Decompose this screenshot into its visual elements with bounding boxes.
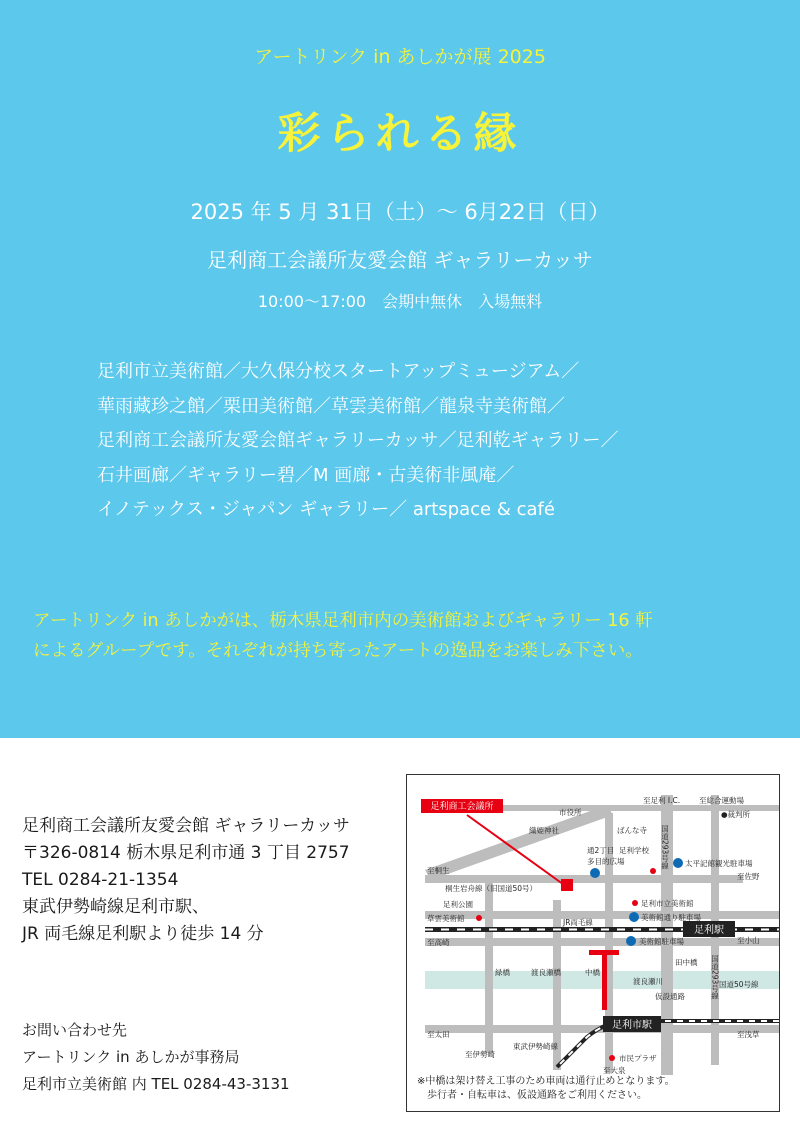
inquiry-heading: お問い合わせ先: [22, 1021, 128, 1039]
venue-access: 東武伊勢崎線足利市駅、: [22, 897, 209, 917]
map-label: 織姫神社: [529, 826, 559, 835]
venue-name: 足利商工会議所友愛会館 ギャラリーカッサ: [22, 816, 350, 836]
map-label: 東武伊勢崎線: [513, 1042, 558, 1051]
map-label: 至伊勢崎: [465, 1050, 495, 1059]
about-line: アートリンク in あしかがは、栃木県足利市内の美術館およびギャラリー 16 軒: [33, 611, 653, 631]
venue-phone: TEL 0284-21-1354: [22, 870, 179, 890]
map-label: 足利市立美術館: [641, 899, 694, 908]
member-line: 華雨藏珍之館／栗田美術館／草雲美術館／龍泉寺美術館／: [97, 395, 565, 417]
map-label: 渡良瀬川: [633, 977, 663, 986]
about-line: によるグループです。それぞれが持ち寄ったアートの逸品をお楽しみ下さい。: [33, 641, 643, 661]
chamber-marker: [561, 879, 573, 891]
map-label: ●裁判所: [721, 810, 751, 819]
access-map: [406, 774, 780, 1112]
member-list: [97, 355, 737, 528]
member-line: 石井画廊／ギャラリー碧／M 画廊・古美術非風庵／: [97, 464, 515, 486]
map-label: ばんな寺: [617, 826, 647, 835]
member-line: 足利商工会議所友愛会館ギャラリーカッサ／足利乾ギャラリー／: [97, 430, 619, 451]
map-label: 至桐生: [427, 866, 450, 875]
exhibition-hours: 10:00～17:00 会期中無休 入場無料: [257, 292, 543, 311]
map-label: 美術館通り駐車場: [641, 913, 701, 922]
map-label: 至大泉: [603, 1066, 626, 1075]
about-text: [33, 606, 793, 666]
map-label: 足利公園: [443, 900, 473, 909]
map-label: 至総合運動場: [699, 796, 744, 805]
map-label: JR両毛線: [563, 918, 593, 927]
ashikaga-station-label: 足利駅: [694, 925, 724, 936]
ashikagashi-station-label: 足利市駅: [612, 1020, 652, 1031]
map-note-line: 歩行者・自転車は、仮設通路をご利用ください。: [417, 1090, 647, 1101]
map-label: 足利学校: [619, 846, 649, 855]
map-label: 至小山: [737, 936, 760, 945]
map-label: 桐生岩舟線（旧国道50号）: [445, 884, 538, 893]
map-label: 至高崎: [427, 938, 450, 947]
map-label: 仮設通路: [655, 992, 685, 1001]
map-label: 至浅草: [737, 1030, 760, 1039]
map-label: 至佐野: [737, 872, 760, 881]
exhibition-venue: 足利商工会議所友愛会館 ギャラリーカッサ: [207, 248, 593, 272]
map-label: 美術館駐車場: [639, 937, 684, 946]
map-note: [417, 1075, 675, 1103]
map-label: 中橋: [585, 968, 600, 977]
map-label: 至太田: [427, 1030, 450, 1039]
map-label: 太平記館観光駐車場: [685, 859, 753, 868]
chamber-label: 足利商工会議所: [430, 802, 494, 812]
map-label: 至足利 I.C.: [643, 796, 681, 805]
venue-contact: [22, 813, 350, 948]
map-label: 田中橋: [675, 958, 698, 967]
inquiry-office: アートリンク in あしかが事務局: [22, 1048, 240, 1066]
map-label: 国道293号線: [710, 955, 720, 1000]
member-line: 足利市立美術館／大久保分校スタートアップミュージアム／: [97, 361, 580, 382]
venue-address: 〒326-0814 栃木県足利市通 3 丁目 2757: [22, 843, 350, 863]
map-label: 草雲美術館: [427, 914, 465, 923]
map-label: 渡良瀬橋: [531, 968, 561, 977]
map-label: 市役所: [559, 808, 582, 817]
nakabashi-bridge: [602, 950, 607, 1010]
member-line: イノテックス・ジャパン ギャラリー／ artspace & café: [97, 499, 555, 520]
map-drawing: [407, 775, 779, 1075]
map-label: 通2丁目: [587, 846, 615, 855]
exhibition-dates: 2025 年 5 月 31日（土）～ 6月22日（日）: [190, 200, 610, 224]
exhibition-title: 彩られる縁: [277, 109, 523, 159]
exhibition-subtitle: アートリンク in あしかが展 2025: [254, 46, 546, 68]
map-label: 緑橋: [495, 968, 510, 977]
map-label: 国道50号線: [719, 980, 759, 989]
map-label: 市民プラザ: [619, 1054, 657, 1063]
inquiry-contact: [22, 1017, 290, 1098]
venue-access: JR 両毛線足利駅より徒歩 14 分: [22, 924, 264, 944]
map-note-line: ※中橋は架け替え工事のため車両は通行止めとなります。: [417, 1076, 675, 1087]
map-label: 国道293号線: [660, 825, 670, 870]
map-label: 多目的広場: [587, 857, 625, 866]
inquiry-phone: 足利市立美術館 内 TEL 0284-43-3131: [22, 1075, 290, 1093]
